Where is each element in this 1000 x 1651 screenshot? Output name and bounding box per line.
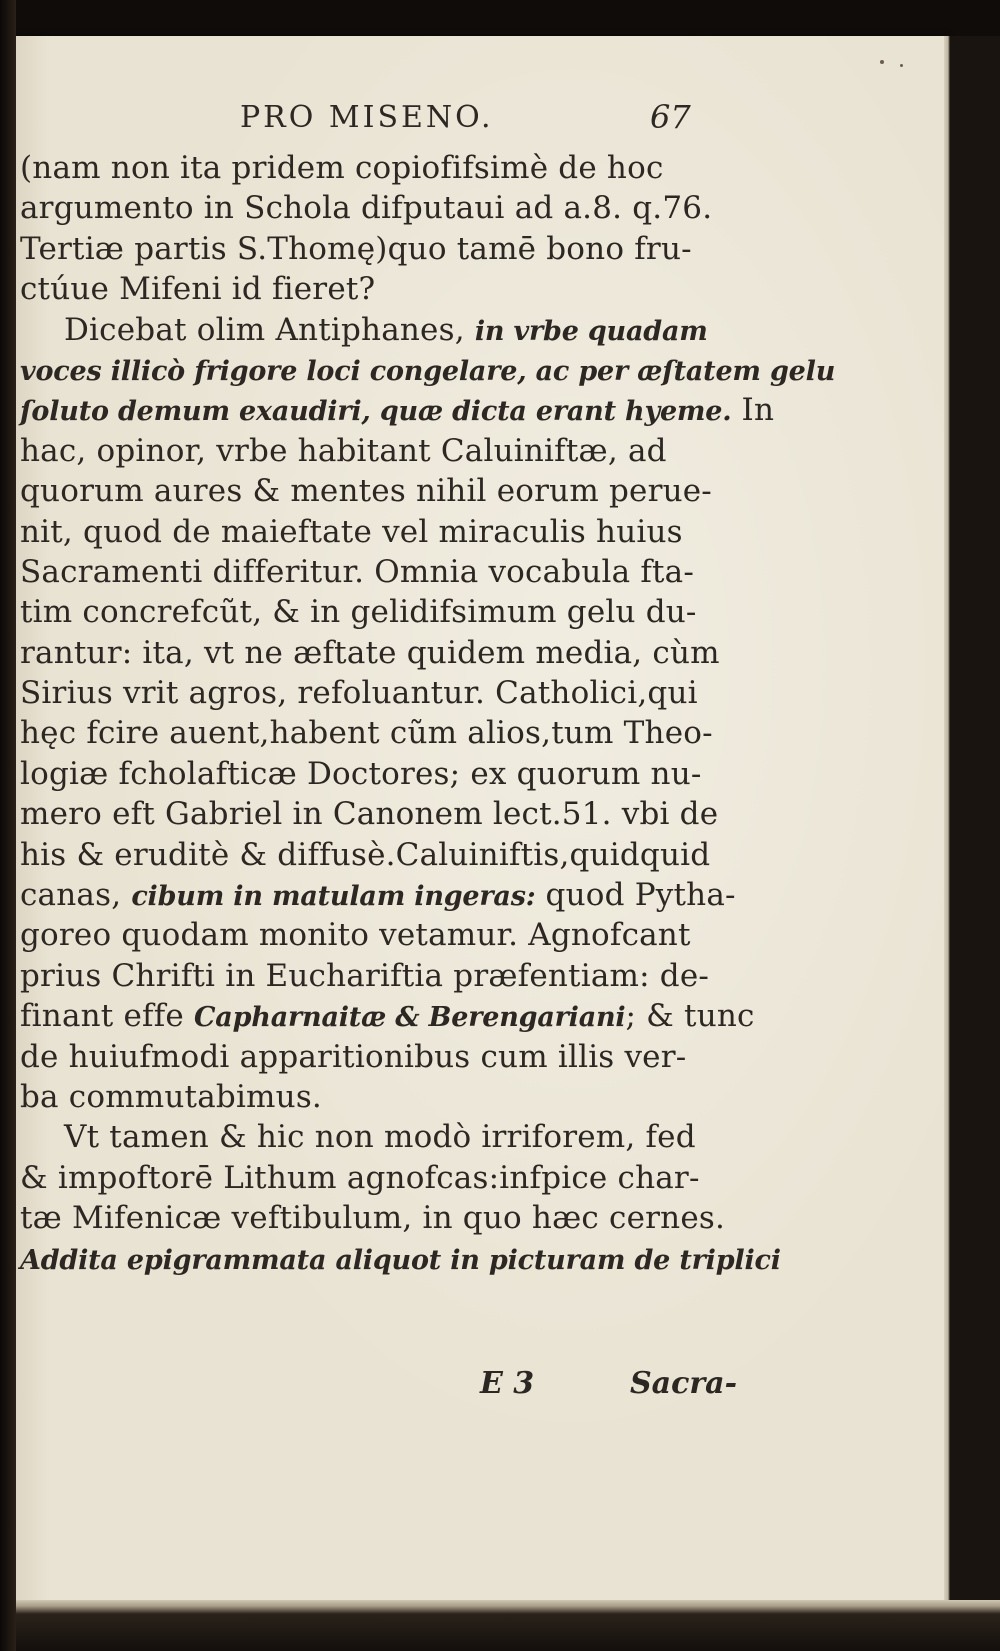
roman-text: ; & tunc [625, 998, 755, 1035]
catchword: Sacra- [630, 1366, 738, 1401]
signature-mark: E 3 [480, 1366, 535, 1401]
roman-text: de huiufmodi apparitionibus cum illis ver- [20, 1038, 687, 1075]
text-line [20, 431, 750, 471]
roman-text: finant effe [20, 998, 195, 1035]
roman-text: his & eruditè & diffusè.Caluiniftis,quidquid [20, 836, 711, 873]
roman-text: logiæ fcholafticæ Doctores; ex quorum nu- [20, 755, 702, 792]
roman-text: prius Chrifti in Euchariftia præfentiam: de- [20, 957, 710, 994]
roman-text: tim concrefcũt, & in gelidifsimum gelu du- [20, 594, 697, 631]
text-line [20, 350, 836, 390]
text-line [20, 552, 750, 592]
text-line [20, 875, 750, 915]
roman-text: Tertiæ partis S.Thomę)quo tamē bono fru- [20, 230, 692, 267]
text-line [20, 1077, 750, 1117]
roman-text: canas, [20, 877, 132, 914]
roman-text: Sacramenti differitur. Omnia vocabula fta- [20, 553, 695, 590]
running-head [240, 100, 740, 140]
text-line [20, 390, 775, 430]
italic-text: in vrbe quadam [474, 315, 708, 347]
roman-text: Vt tamen & hic non modò irriforem, fed [64, 1119, 696, 1156]
italic-text: Addita epigrammata aliquot in picturam de triplici [20, 1244, 781, 1276]
text-line [20, 512, 750, 552]
text-line [20, 1117, 750, 1157]
text-line [20, 188, 750, 228]
roman-text: In [731, 392, 775, 429]
page-speck [880, 60, 884, 64]
roman-text: argumento in Schola difputaui ad a.8. q.76. [20, 190, 713, 227]
roman-text: hęc fcire auent,habent cũm alios,tum Theo- [20, 715, 713, 752]
text-line [20, 269, 750, 309]
roman-text: Sirius vrit agros, refoluantur. Catholici,qui [20, 675, 698, 712]
page-speck [900, 64, 903, 67]
page-footer [480, 1366, 760, 1406]
text-line [20, 1239, 781, 1279]
text-line [20, 310, 750, 350]
text-line [20, 713, 750, 753]
text-line [20, 633, 750, 673]
italic-text: Capharnaitæ & Berengariani [194, 1002, 626, 1034]
body-text [20, 148, 836, 1279]
text-line [20, 996, 755, 1036]
text-line [20, 754, 750, 794]
text-line [20, 1198, 750, 1238]
roman-text: (nam non ita pridem copiofifsimè de hoc [20, 150, 664, 186]
roman-text: & impoftorē Lithum agnofcas:infpice char- [20, 1159, 700, 1196]
italic-text: voces illicò frigore loci congelare, ac per æſtatem gelu [20, 355, 836, 387]
text-line [20, 148, 750, 188]
text-line [20, 673, 750, 713]
text-line [20, 794, 750, 834]
text-line [20, 1158, 750, 1198]
text-line [20, 229, 750, 269]
text-line [20, 471, 750, 511]
roman-text: goreo quodam monito vetamur. Agnofcant [20, 917, 691, 954]
top-shadow [0, 0, 1000, 40]
roman-text: nit, quod de maieftate vel miraculis huius [20, 513, 683, 550]
running-title: PRO MISENO. [240, 100, 494, 135]
roman-text: Dicebat olim Antiphanes, [64, 311, 475, 348]
text-line [20, 1037, 750, 1077]
roman-text: tæ Mifenicæ veftibulum, in quo hæc cernes. [20, 1200, 726, 1237]
italic-text: cibum in matulam ingeras: [131, 881, 536, 913]
page-edge-right [944, 36, 1000, 1651]
roman-text: quod Pytha- [535, 877, 736, 914]
text-line [20, 835, 750, 875]
book-spine [0, 0, 16, 1651]
page-edge-bottom [0, 1600, 1000, 1651]
roman-text: ctúue Mifeni id fieret? [20, 271, 376, 308]
roman-text: mero eft Gabriel in Canonem lect.51. vbi de [20, 796, 719, 833]
italic-text: ſoluto demum exaudiri, quæ dicta erant hyeme. [20, 396, 732, 428]
roman-text: hac, opinor, vrbe habitant Caluiniftæ, ad [20, 432, 667, 469]
roman-text: ba commutabimus. [20, 1078, 322, 1115]
roman-text: rantur: ita, vt ne æftate quidem media, cùm [20, 634, 720, 671]
text-line [20, 915, 750, 955]
page-number: 67 [650, 98, 691, 136]
roman-text: quorum aures & mentes nihil eorum perue- [20, 473, 712, 510]
text-line [20, 956, 750, 996]
text-line [20, 592, 750, 632]
